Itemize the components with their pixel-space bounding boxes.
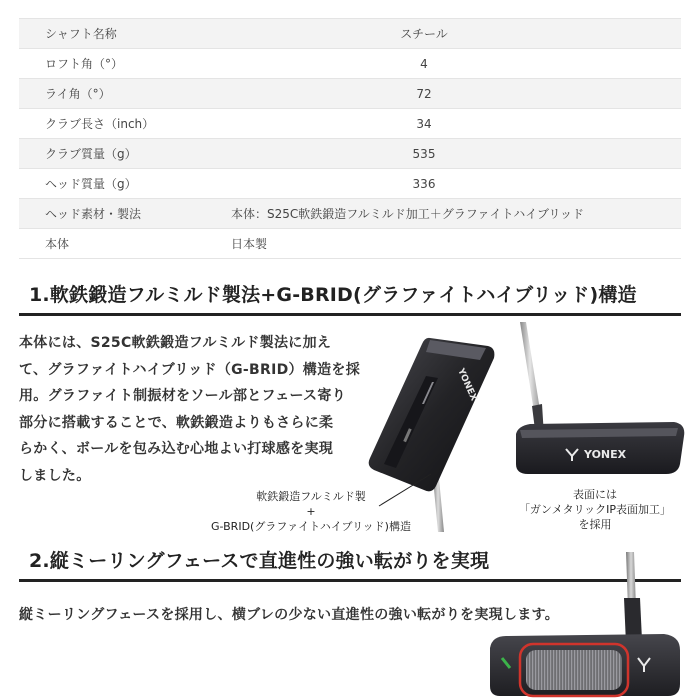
section-1-heading bbox=[19, 282, 681, 316]
body-line: 本体には、S25C軟鉄鍛造フルミルド製法に加え bbox=[19, 335, 332, 351]
putter-face-image bbox=[484, 548, 684, 698]
caption-material bbox=[196, 489, 426, 534]
table-row bbox=[19, 49, 681, 79]
caption-line: 「ガンメタリックIP表面加工」 bbox=[518, 503, 672, 516]
spec-value: 4 bbox=[197, 49, 681, 79]
spec-label: 本体 bbox=[19, 229, 197, 259]
putter-head-back-image bbox=[510, 318, 690, 483]
caption-line: 表面には bbox=[573, 488, 617, 501]
table-row bbox=[19, 139, 681, 169]
spec-table bbox=[19, 18, 681, 259]
table-row bbox=[19, 229, 681, 259]
table-row bbox=[19, 169, 681, 199]
table-row bbox=[19, 199, 681, 229]
spec-label: シャフト名称 bbox=[19, 19, 197, 49]
section-1-body bbox=[19, 330, 367, 489]
body-line: しました。 bbox=[19, 467, 91, 484]
spec-label: ヘッド質量（g） bbox=[19, 169, 197, 199]
spec-value: 535 bbox=[197, 139, 681, 169]
spec-value: 34 bbox=[197, 109, 681, 139]
caption-surface bbox=[505, 487, 685, 532]
caption-line: + bbox=[306, 505, 316, 518]
caption-line: 軟鉄鍛造フルミルド製 bbox=[256, 490, 366, 503]
spec-label: クラブ質量（g） bbox=[19, 139, 197, 169]
brand-logo-text: YONEX bbox=[584, 448, 627, 461]
brand-logo-text: YONEX bbox=[455, 367, 479, 403]
caption-line: G-BRID(グラファイトハイブリッド)構造 bbox=[211, 520, 411, 533]
section-2-body: 縦ミーリングフェースを採用し、横ブレの少ない直進性の強い転がりを実現します。 bbox=[19, 607, 560, 623]
table-row bbox=[19, 109, 681, 139]
spec-value: 336 bbox=[197, 169, 681, 199]
table-row bbox=[19, 79, 681, 109]
body-line: て、グラファイトハイブリッド（G-BRID）構造を採 bbox=[19, 361, 361, 378]
spec-value: 本体：S25C軟鉄鍛造フルミルド加工＋グラファイトハイブリッド bbox=[197, 199, 681, 229]
body-line: 用。グラファイト制振材をソール部とフェース寄り bbox=[19, 388, 346, 404]
spec-value: 日本製 bbox=[197, 229, 681, 259]
spec-value: スチール bbox=[197, 19, 681, 49]
spec-label: ロフト角（°） bbox=[19, 49, 197, 79]
body-line: 部分に搭載することで、軟鉄鍛造よりもさらに柔 bbox=[19, 414, 334, 431]
body-line: らかく、ボールを包み込む心地よい打球感を実現 bbox=[19, 441, 334, 457]
spec-label: ライ角（°） bbox=[19, 79, 197, 109]
caption-line: を採用 bbox=[578, 518, 612, 531]
spec-label: クラブ長さ（inch） bbox=[19, 109, 197, 139]
spec-value: 72 bbox=[197, 79, 681, 109]
section-1-title: 1.軟鉄鍛造フルミルド製法+G-BRID(グラファイトハイブリッド)構造 bbox=[29, 284, 637, 306]
spec-label: ヘッド素材・製法 bbox=[19, 199, 197, 229]
section-2-title: 2.縦ミーリングフェースで直進性の強い転がりを実現 bbox=[29, 550, 490, 572]
table-row bbox=[19, 19, 681, 49]
